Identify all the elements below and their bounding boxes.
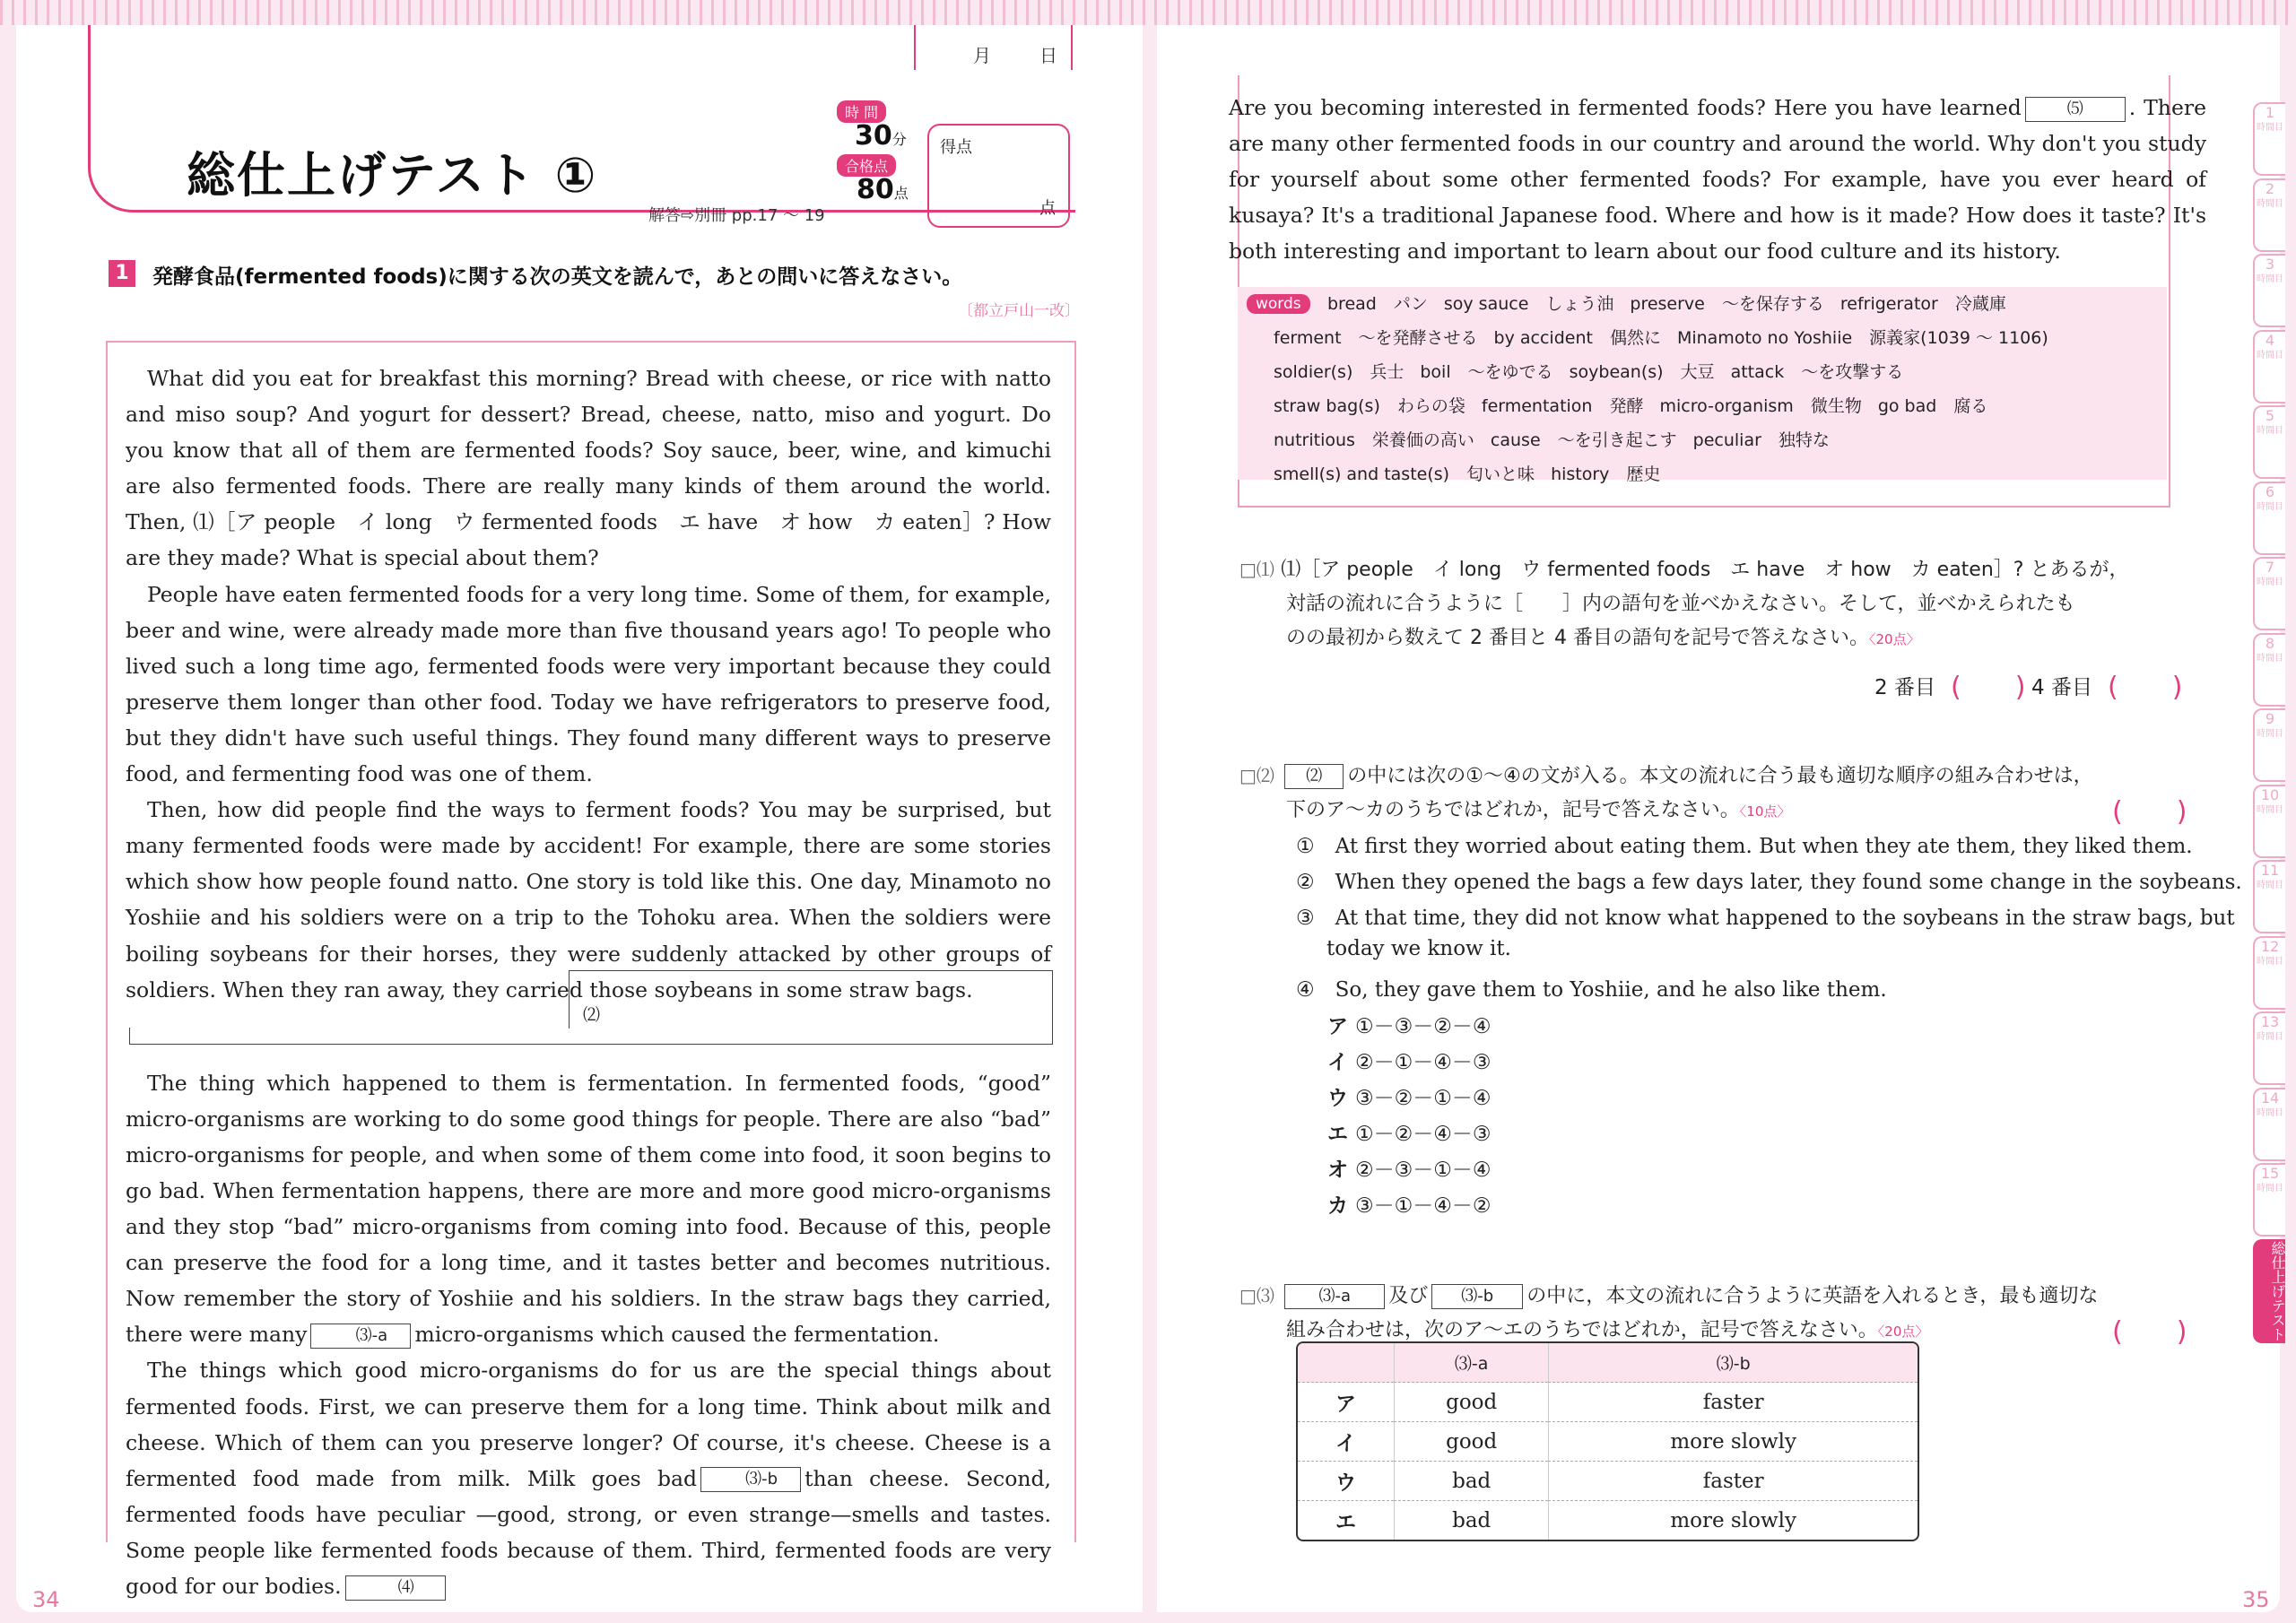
- table-cell: more slowly: [1548, 1422, 1918, 1462]
- left-page: [16, 25, 1143, 1612]
- date-box[interactable]: [914, 25, 1073, 70]
- paragraph-3: Then, how did people find the ways to ferment foods? You may be surprised, but many fermented foods were made by accident! For example, there are some stories which show how people found natto. One story is told like this. One day, Minamoto no Yoshiie and his soldiers were on a trip to the Tohoku area. When the soldiers were boiling soybeans for their horses, they were suddenly attacked by other groups of soldiers. When they ran away, they carried those soybeans in some straw bags.: [126, 797, 1051, 1002]
- q3-box-a: ⑶-a: [1284, 1284, 1385, 1309]
- q1-answer-4: 4 番目: [2031, 676, 2092, 699]
- word-entry: soldier(s) 兵士: [1274, 362, 1405, 382]
- table-cell: ア: [1298, 1383, 1394, 1422]
- q2-option: エ ①－②－④－③: [1327, 1123, 1492, 1146]
- q3-checkbox[interactable]: □⑶: [1239, 1285, 1274, 1306]
- q1-checkbox[interactable]: □⑴: [1239, 559, 1274, 580]
- time-badge: 時 間: [837, 100, 886, 123]
- table-row: [1298, 1422, 1918, 1462]
- blank-3b[interactable]: ⑶-b: [700, 1467, 801, 1492]
- page-number-left: 34: [32, 1587, 60, 1612]
- table-cell: more slowly: [1548, 1501, 1918, 1540]
- word-entry: bread パン: [1327, 294, 1428, 314]
- side-tab-10[interactable]: 10 時間目: [2253, 785, 2285, 858]
- q2-sentence: ③ At that time, they did not know what happened to the soybeans in the straw bags, but: [1296, 907, 2235, 930]
- word-entry: refrigerator 冷蔵庫: [1839, 294, 2006, 314]
- table-cell: good: [1394, 1383, 1548, 1422]
- word-entry: cause ～を引き起こす: [1490, 430, 1677, 450]
- q3-answer-field[interactable]: ( ): [2112, 1316, 2187, 1348]
- q2-option: ア ①－③－②－④: [1327, 1015, 1492, 1038]
- words-line: [1274, 427, 1846, 451]
- blank-box-2-label: ⑵: [583, 1004, 601, 1025]
- q2-box-ref: ⑵: [1284, 764, 1344, 789]
- table-row: [1298, 1383, 1918, 1422]
- word-entry: smell(s) and taste(s) 匂いと味: [1274, 464, 1535, 484]
- side-tab-3[interactable]: 3 時間目: [2253, 254, 2285, 327]
- score-box[interactable]: [927, 124, 1070, 228]
- side-tab-final-test[interactable]: 総仕上げテスト: [2253, 1239, 2285, 1343]
- q2-sentence: ④ So, they gave them to Yoshiie, and he also like them.: [1296, 978, 1887, 1002]
- words-label: words: [1247, 294, 1310, 314]
- word-entry: ferment ～を発酵させる: [1274, 328, 1478, 348]
- q2-sentence: today we know it.: [1326, 937, 1511, 960]
- side-tab-5[interactable]: 5 時間目: [2253, 405, 2285, 479]
- side-tab-8[interactable]: 8 時間目: [2253, 633, 2285, 707]
- table-cell: bad: [1394, 1501, 1548, 1540]
- side-tab-2[interactable]: 2 時間目: [2253, 178, 2285, 252]
- q2-option: オ ②－③－①－④: [1327, 1159, 1492, 1182]
- q1-answer-4-field[interactable]: ( ): [2108, 672, 2183, 703]
- q2-option: イ ②－①－④－③: [1327, 1051, 1492, 1074]
- side-tab-1[interactable]: 1 時間目: [2253, 102, 2285, 176]
- question-3: □⑶ ⑶-a 及び ⑶-b の中に，本文の流れに合うように英語を入れるとき，最も適切な 組み合わせは，次のア～エのうちではどれか，記号で答えなさい。〈20点〉: [1239, 1285, 2099, 1341]
- day-label: 日: [1039, 45, 1057, 66]
- table-header: ⑶-b: [1548, 1343, 1918, 1383]
- word-entry: attack ～を攻撃する: [1730, 362, 1904, 382]
- words-line: [1274, 393, 2004, 417]
- q2-option: ウ ③－②－①－④: [1327, 1087, 1492, 1110]
- q3-box-b: ⑶-b: [1431, 1284, 1523, 1309]
- paragraph-1: What did you eat for breakfast this morning? Bread with cheese, or rice with natto and miso soup? And yogurt for dessert? Bread, cheese, natto, miso and yogurt. Do you know that all of them are fermented foods? Soy sauce, beer, wine, and kimuchi are also fermented foods. There are really many kinds of them around the world. Then, ⑴［ア people イ long ウ fermented foods エ have オ how カ eaten］? How are they made? What is special about them?: [126, 366, 1051, 571]
- blank-box-2-top: [569, 970, 1053, 1028]
- word-entry: preserve ～を保存する: [1630, 294, 1824, 314]
- word-entry: by accident 偶然に: [1493, 328, 1661, 348]
- word-entry: soybean(s) 大豆: [1569, 362, 1715, 382]
- word-entry: nutritious 栄養価の高い: [1274, 430, 1474, 450]
- question-1: □⑴ ⑴［ア people イ long ウ fermented foods エ have オ how カ eaten］? とあるが， 対話の流れに合うように［ ］内の語句を並べかえなさい。そして，並べかえられたも のの最初から数えて 2 番目と 4 番目の語句を記号で答えなさい。〈20点〉: [1239, 559, 2129, 649]
- table-cell: ウ: [1298, 1462, 1394, 1501]
- answer-reference: 解答⇨別冊 pp.17 ～ 19: [648, 206, 825, 225]
- section-instruction: 発酵食品(fermented foods)に関する次の英文を読んで，あとの問いに答えなさい。: [152, 265, 963, 289]
- q2-sentence: ① At first they worried about eating them. But when they ate them, they liked them.: [1296, 835, 2193, 858]
- word-entry: peculiar 独特な: [1692, 430, 1830, 450]
- word-entry: history 歴史: [1551, 464, 1661, 484]
- pass-badge: 合格点: [837, 154, 896, 177]
- words-box: [1238, 287, 2167, 484]
- words-line: [1274, 359, 1919, 383]
- passage-continuation: Are you becoming interested in fermented foods? Here you have learned ⑸ . There are many other fermented foods in our country and around the world. Why don't you study for yourself about some other fermented foods? For example, have you ever heard of kusaya? It's a traditional Japanese food. Where and how is it made? How does it taste? It's both interesting and important to learn about our food culture and its history.: [1229, 95, 2206, 264]
- passage-text: [126, 360, 1051, 1604]
- score-unit: 点: [1039, 199, 1056, 218]
- side-tab-13[interactable]: 13 時間目: [2253, 1011, 2285, 1085]
- word-entry: Minamoto no Yoshiie 源義家(1039 ～ 1106): [1676, 328, 2048, 348]
- source-note: 〔都立戸山一改〕: [958, 302, 1080, 320]
- word-entry: straw bag(s) わらの袋: [1274, 396, 1465, 416]
- paragraph-2: People have eaten fermented foods for a very long time. Some of them, for example, beer and wine, were already made more than five thousand years ago! To people who lived such a long time ago, fermented foods were very important because they could preserve them longer than other food. Today we have refrigerators to preserve food, but they didn't have such useful things. They found many different ways to preserve food, and fermenting food was one of them.: [126, 581, 1051, 787]
- word-entry: go bad 腐る: [1877, 396, 1988, 416]
- side-tab-4[interactable]: 4 時間目: [2253, 330, 2285, 404]
- word-entry: soy sauce しょう油: [1443, 294, 1614, 314]
- top-stripes: [0, 0, 2296, 25]
- side-tab-6[interactable]: 6 時間目: [2253, 482, 2285, 555]
- page-number-right: 35: [2242, 1587, 2270, 1612]
- table-cell: イ: [1298, 1422, 1394, 1462]
- q2-option: カ ③－①－④－②: [1327, 1194, 1492, 1218]
- side-tab-7[interactable]: 7 時間目: [2253, 557, 2285, 630]
- table-header-row: [1298, 1343, 1918, 1383]
- word-entry: fermentation 発酵: [1481, 396, 1644, 416]
- score-label: 得点: [940, 138, 972, 157]
- question-2: □⑵ ⑵ の中には次の①～④の文が入る。本文の流れに合う最も適切な順序の組み合わせは， 下のア～カのうちではどれか，記号で答えなさい。〈10点〉: [1239, 765, 2093, 821]
- words-line: [1274, 325, 2065, 349]
- blank-4[interactable]: ⑷: [345, 1575, 446, 1601]
- pass-value: 80点: [857, 174, 909, 205]
- table-header: [1298, 1343, 1394, 1383]
- q1-answer-2: 2 番目: [1874, 676, 1935, 699]
- q2-checkbox[interactable]: □⑵: [1239, 765, 1274, 786]
- section-number: 1: [109, 260, 135, 287]
- paragraph-5: The things which good micro-organisms do for us are the special things about fermented foods. First, we can preserve them for a long time. Think about milk and cheese. Which of them can you preserve longer? Of course, it's cheese. Cheese is a fermented food made from milk. Milk goes bad ⑶-b than cheese. Second, fermented foods have peculiar —good, strong, or even strange—smells and tastes. Some people like fermented foods because of them. Third, fermented foods are very good for our bodies. ⑷: [126, 1358, 1051, 1599]
- table-row: [1298, 1462, 1918, 1501]
- side-tab-14[interactable]: 14 時間目: [2253, 1088, 2285, 1161]
- table-cell: faster: [1548, 1383, 1918, 1422]
- table-cell: faster: [1548, 1462, 1918, 1501]
- q1-answer-2-field[interactable]: ( ): [1951, 672, 2026, 703]
- side-tab-11[interactable]: 11 時間目: [2253, 860, 2285, 933]
- table-row: [1298, 1501, 1918, 1540]
- word-entry: micro-organism 微生物: [1659, 396, 1862, 416]
- blank-box-2[interactable]: [126, 1004, 1048, 1065]
- month-label: 月: [973, 45, 991, 66]
- table-header: ⑶-a: [1394, 1343, 1548, 1383]
- table-cell: エ: [1335, 1511, 1356, 1534]
- word-entry: boil ～をゆでる: [1420, 362, 1553, 382]
- page-title: 総仕上げテスト ①: [187, 147, 598, 204]
- time-value: 30分: [855, 120, 907, 152]
- side-tab-12[interactable]: 12 時間目: [2253, 936, 2285, 1010]
- side-tab-9[interactable]: 9 時間目: [2253, 708, 2285, 782]
- q2-sentence: ② When they opened the bags a few days later, they found some change in the soybeans.: [1296, 871, 2242, 894]
- passage-frame: [106, 341, 1076, 1599]
- q2-answer-field[interactable]: ( ): [2112, 796, 2187, 828]
- side-tab-15[interactable]: 15 時間目: [2253, 1163, 2285, 1237]
- blank-5[interactable]: ⑸: [2025, 97, 2126, 122]
- words-line: [1274, 461, 1676, 485]
- right-page: [1157, 25, 2280, 1612]
- q3-table: [1296, 1341, 1919, 1541]
- table-cell: good: [1394, 1422, 1548, 1462]
- blank-3a[interactable]: ⑶-a: [310, 1324, 411, 1349]
- paragraph-4: The thing which happened to them is fermentation. In fermented foods, “good” micro-organisms are working to do some good things for people. There are also “bad” micro-organisms for people, and when some of them come into food, it soon begins to go bad. When fermentation happens, there are more and more good micro-organisms and they stop “bad” micro-organisms from coming into food. Because of this, people can preserve the food for a long time, and it tastes better and becomes nutritious. Now remember the story of Yoshiie and his soldiers. In the straw bags they carried, there were many ⑶-a micro-organisms which caused the fermentation.: [126, 1070, 1051, 1348]
- words-line: [1327, 291, 2022, 315]
- table-cell: bad: [1394, 1462, 1548, 1501]
